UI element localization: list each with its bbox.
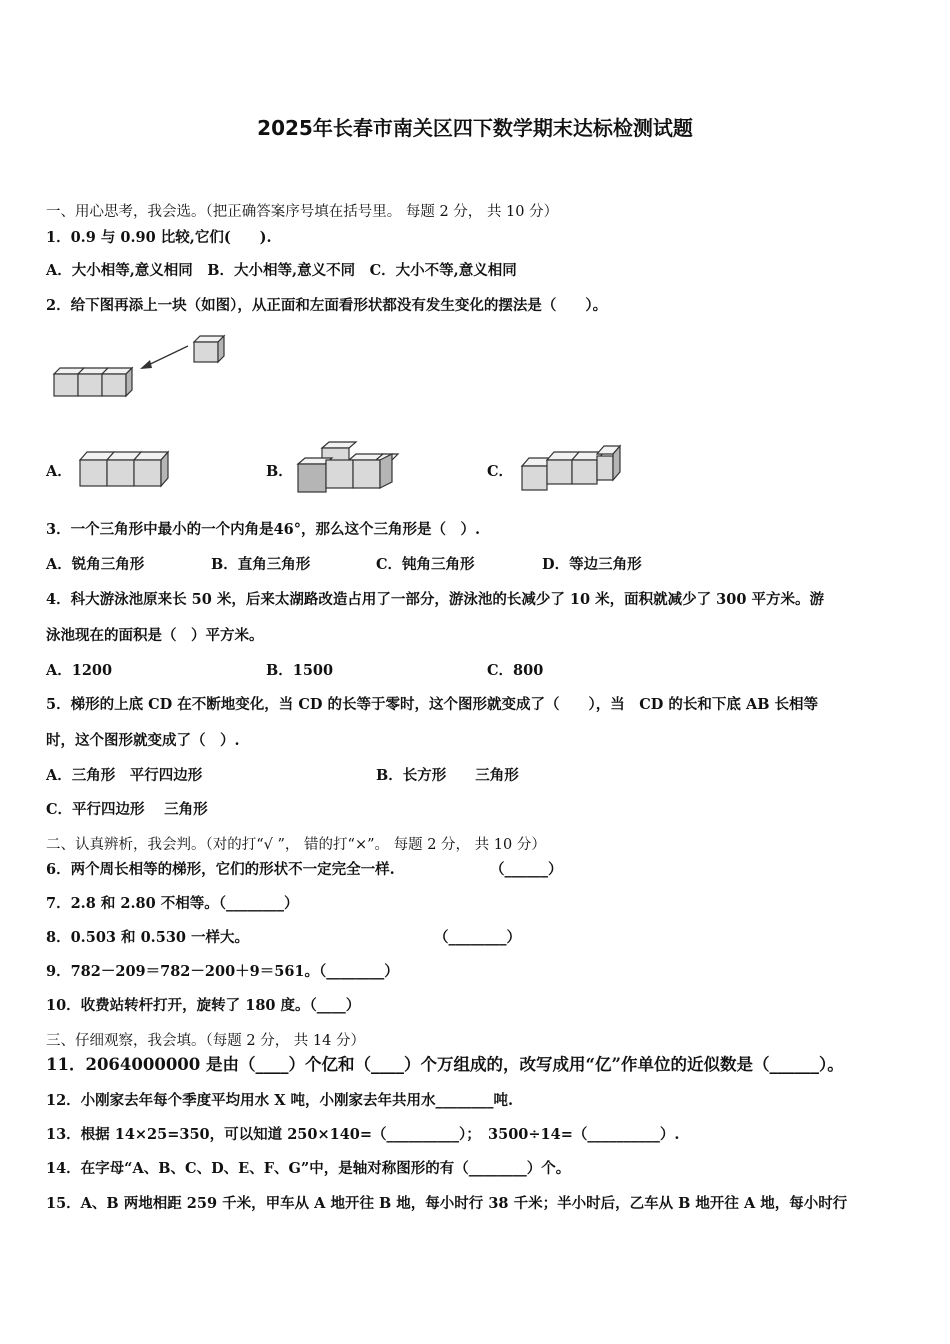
question-10: 10．收费站转杆打开，旋转了 180 度。（____） xyxy=(46,997,361,1014)
q5-option-a: A．三角形 平行四边形 xyxy=(46,767,203,784)
q4-option-c: C．800 xyxy=(487,662,544,679)
question-7: 7．2.8 和 2.80 不相等。（________） xyxy=(46,895,299,912)
section-1-heading: 一、用心思考，我会选。（把正确答案序号填在括号里。 每题 2 分， 共 10 分） xyxy=(46,204,559,220)
question-1-options: A．大小相等,意义相同 B．大小相等,意义不同 C．大小不等,意义相同 xyxy=(46,262,517,279)
question-15: 15．A、B 两地相距 259 千米，甲车从 A 地开往 B 地，每小时行 38 千米；半小时后，乙车从 B 地开往 A 地，每小时行 xyxy=(46,1195,848,1212)
q2-option-b-label: B． xyxy=(266,463,293,480)
question-12: 12．小刚家去年每个季度平均用水 X 吨，小刚家去年共用水________吨. xyxy=(46,1092,514,1109)
question-8: 8．0.503 和 0.530 一样大。 xyxy=(46,929,250,946)
q3-option-b: B．直角三角形 xyxy=(211,556,311,573)
question-6: 6．两个周长相等的梯形，它们的形状不一定完全一样. xyxy=(46,861,395,878)
option-c-figure xyxy=(516,444,626,496)
arrow-head-icon xyxy=(140,360,152,369)
section-2-heading: 二、认真辨析，我会判。（对的打“√ ”， 错的打“×”。 每题 2 分， 共 10 分） xyxy=(46,837,546,853)
question-3: 3．一个三角形中最小的一个内角是46°，那么这个三角形是（ ）. xyxy=(46,521,481,538)
question-4-line-1: 4．科大游泳池原来长 50 米，后来太湖路改造占用了一部分，游泳池的长减少了 10 米，面积就减少了 300 平方米。游 xyxy=(46,591,824,608)
page-title: 2025年长春市南关区四下数学期末达标检测试题 xyxy=(257,116,693,140)
question-14: 14．在字母“A、B、C、D、E、F、G”中，是轴对称图形的有（________）个。 xyxy=(46,1160,571,1177)
q2-option-a-label: A． xyxy=(46,463,72,480)
cube-stack-figure xyxy=(50,330,235,405)
question-11: 11．2064000000 是由（____）个亿和（____）个万组成的，改写成用“亿”作单位的近似数是（______）。 xyxy=(46,1055,844,1074)
question-6-blank[interactable]: （______） xyxy=(490,861,563,878)
question-4-line-2: 泳池现在的面积是（ ）平方米。 xyxy=(46,627,264,644)
base-cubes xyxy=(54,368,132,396)
question-8-blank[interactable]: （________） xyxy=(434,929,521,946)
question-2: 2．给下图再添上一块（如图），从正面和左面看形状都没有发生变化的摆法是（ ）。 xyxy=(46,297,608,314)
q4-option-b: B．1500 xyxy=(266,662,334,679)
q3-option-a: A．锐角三角形 xyxy=(46,556,145,573)
option-a-figure xyxy=(76,446,181,494)
option-b-figure xyxy=(294,440,404,496)
q5-option-b: B．长方形 三角形 xyxy=(376,767,519,784)
q3-option-c: C．钝角三角形 xyxy=(376,556,475,573)
question-5-line-2: 时，这个图形就变成了（ ）. xyxy=(46,732,240,749)
q5-option-c: C．平行四边形 三角形 xyxy=(46,801,208,818)
question-9: 9．782－209＝782－200＋9＝561。（________） xyxy=(46,963,399,980)
question-1: 1．0.9 与 0.90 比较,它们( ). xyxy=(46,229,272,246)
section-3-heading: 三、仔细观察，我会填。（每题 2 分， 共 14 分） xyxy=(46,1033,365,1049)
added-cube xyxy=(194,336,224,362)
q3-option-d: D．等边三角形 xyxy=(542,556,642,573)
question-5-line-1: 5．梯形的上底 CD 在不断地变化，当 CD 的长等于零时，这个图形就变成了（ ），当 CD 的长和下底 AB 长相等 xyxy=(46,696,819,713)
q2-option-c-label: C． xyxy=(487,463,514,480)
q4-option-a: A．1200 xyxy=(46,662,113,679)
question-13: 13．根据 14×25=350，可以知道 250×140=（__________）； 3500÷14=（__________）. xyxy=(46,1126,680,1143)
